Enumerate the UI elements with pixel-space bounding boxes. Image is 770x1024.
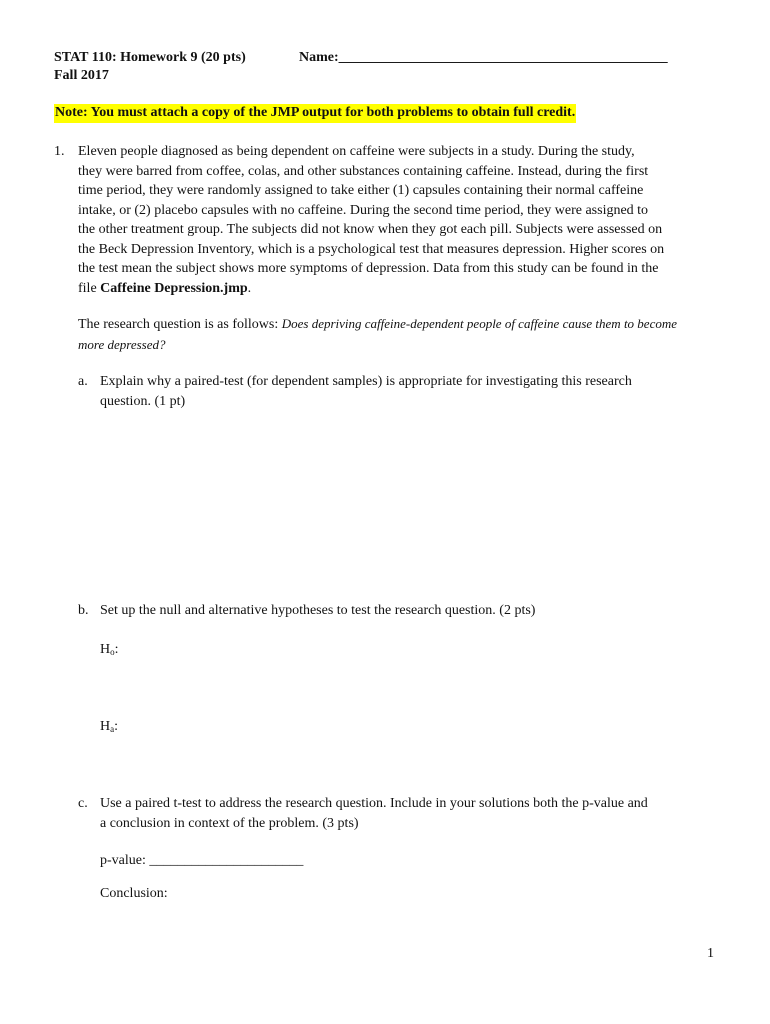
problem-line: the test mean the subject shows more symptoms of depression. Data from this study can be found in the (78, 261, 659, 276)
rq-text-cont: more depressed? (78, 336, 166, 352)
problem-number: 1. (54, 144, 65, 159)
part-a-line: question. (1 pt) (100, 393, 186, 409)
part-a-text (100, 372, 720, 411)
course-title: STAT 110: Homework 9 (20 pts) (54, 50, 246, 65)
data-file-name: Caffeine Depression.jmp (100, 280, 248, 296)
ha-letter: H (100, 719, 111, 734)
file-prefix: file (78, 280, 101, 296)
part-c-letter: c. (78, 796, 88, 811)
ha-subscript: a (110, 724, 115, 734)
credit-note: Note: You must attach a copy of the JMP output for both problems to obtain full credit. (54, 104, 576, 123)
problem-line: the other treatment group. The subjects did not know when they got each pill. Subjects were assessed on (78, 222, 663, 237)
rq-label: The research question is as follows: (78, 317, 282, 332)
page-number: 1 (707, 946, 714, 961)
part-c-text (100, 794, 720, 833)
name-line: _______________________________________________ (338, 50, 668, 65)
name-label: Name: (299, 50, 339, 65)
pvalue-field (100, 851, 303, 871)
null-hypothesis-label (100, 640, 119, 663)
problem-line: intake, or (2) placebo capsules with no caffeine. During the second time period, they were assigned to (78, 202, 649, 218)
problem-line: Eleven people diagnosed as being dependent on caffeine were subjects in a study. During the study, (78, 144, 635, 159)
rq-text: Does depriving caffeine-dependent people of caffeine cause them to become (281, 316, 678, 331)
term-label: Fall 2017 (54, 68, 109, 83)
alt-hypothesis-label (100, 717, 118, 740)
problem-line: they were barred from coffee, colas, and other substances containing caffeine. Instead, during the first (78, 163, 649, 179)
file-suffix: . (247, 280, 252, 296)
part-b-letter: b. (78, 603, 89, 618)
part-c-line: a conclusion in context of the problem. (3 pts) (100, 815, 359, 831)
pvalue-blank: ______________________ (149, 853, 304, 868)
name-field (299, 50, 668, 66)
problem-line: the Beck Depression Inventory, which is a psychological test that measures depression. Higher scores on (78, 241, 665, 257)
h0-subscript: o (110, 647, 115, 657)
file-line (78, 279, 718, 299)
part-b-text: Set up the null and alternative hypotheses to test the research question. (2 pts) (100, 603, 536, 618)
pvalue-label: p-value: (100, 853, 150, 868)
h0-letter: H (100, 642, 111, 657)
problem-description (78, 142, 718, 298)
h0-colon: : (114, 642, 119, 657)
part-a-letter: a. (78, 374, 88, 389)
part-a-line: Explain why a paired-test (for dependent samples) is appropriate for investigating this research (100, 374, 632, 389)
conclusion-label: Conclusion: (100, 886, 168, 901)
research-question (78, 314, 728, 354)
part-c-line: Use a paired t-test to address the research question. Include in your solutions both the p-value and (100, 796, 648, 811)
problem-line: time period, they were randomly assigned to take either (1) capsules containing their normal caffeine (78, 183, 644, 198)
ha-colon: : (114, 719, 119, 734)
